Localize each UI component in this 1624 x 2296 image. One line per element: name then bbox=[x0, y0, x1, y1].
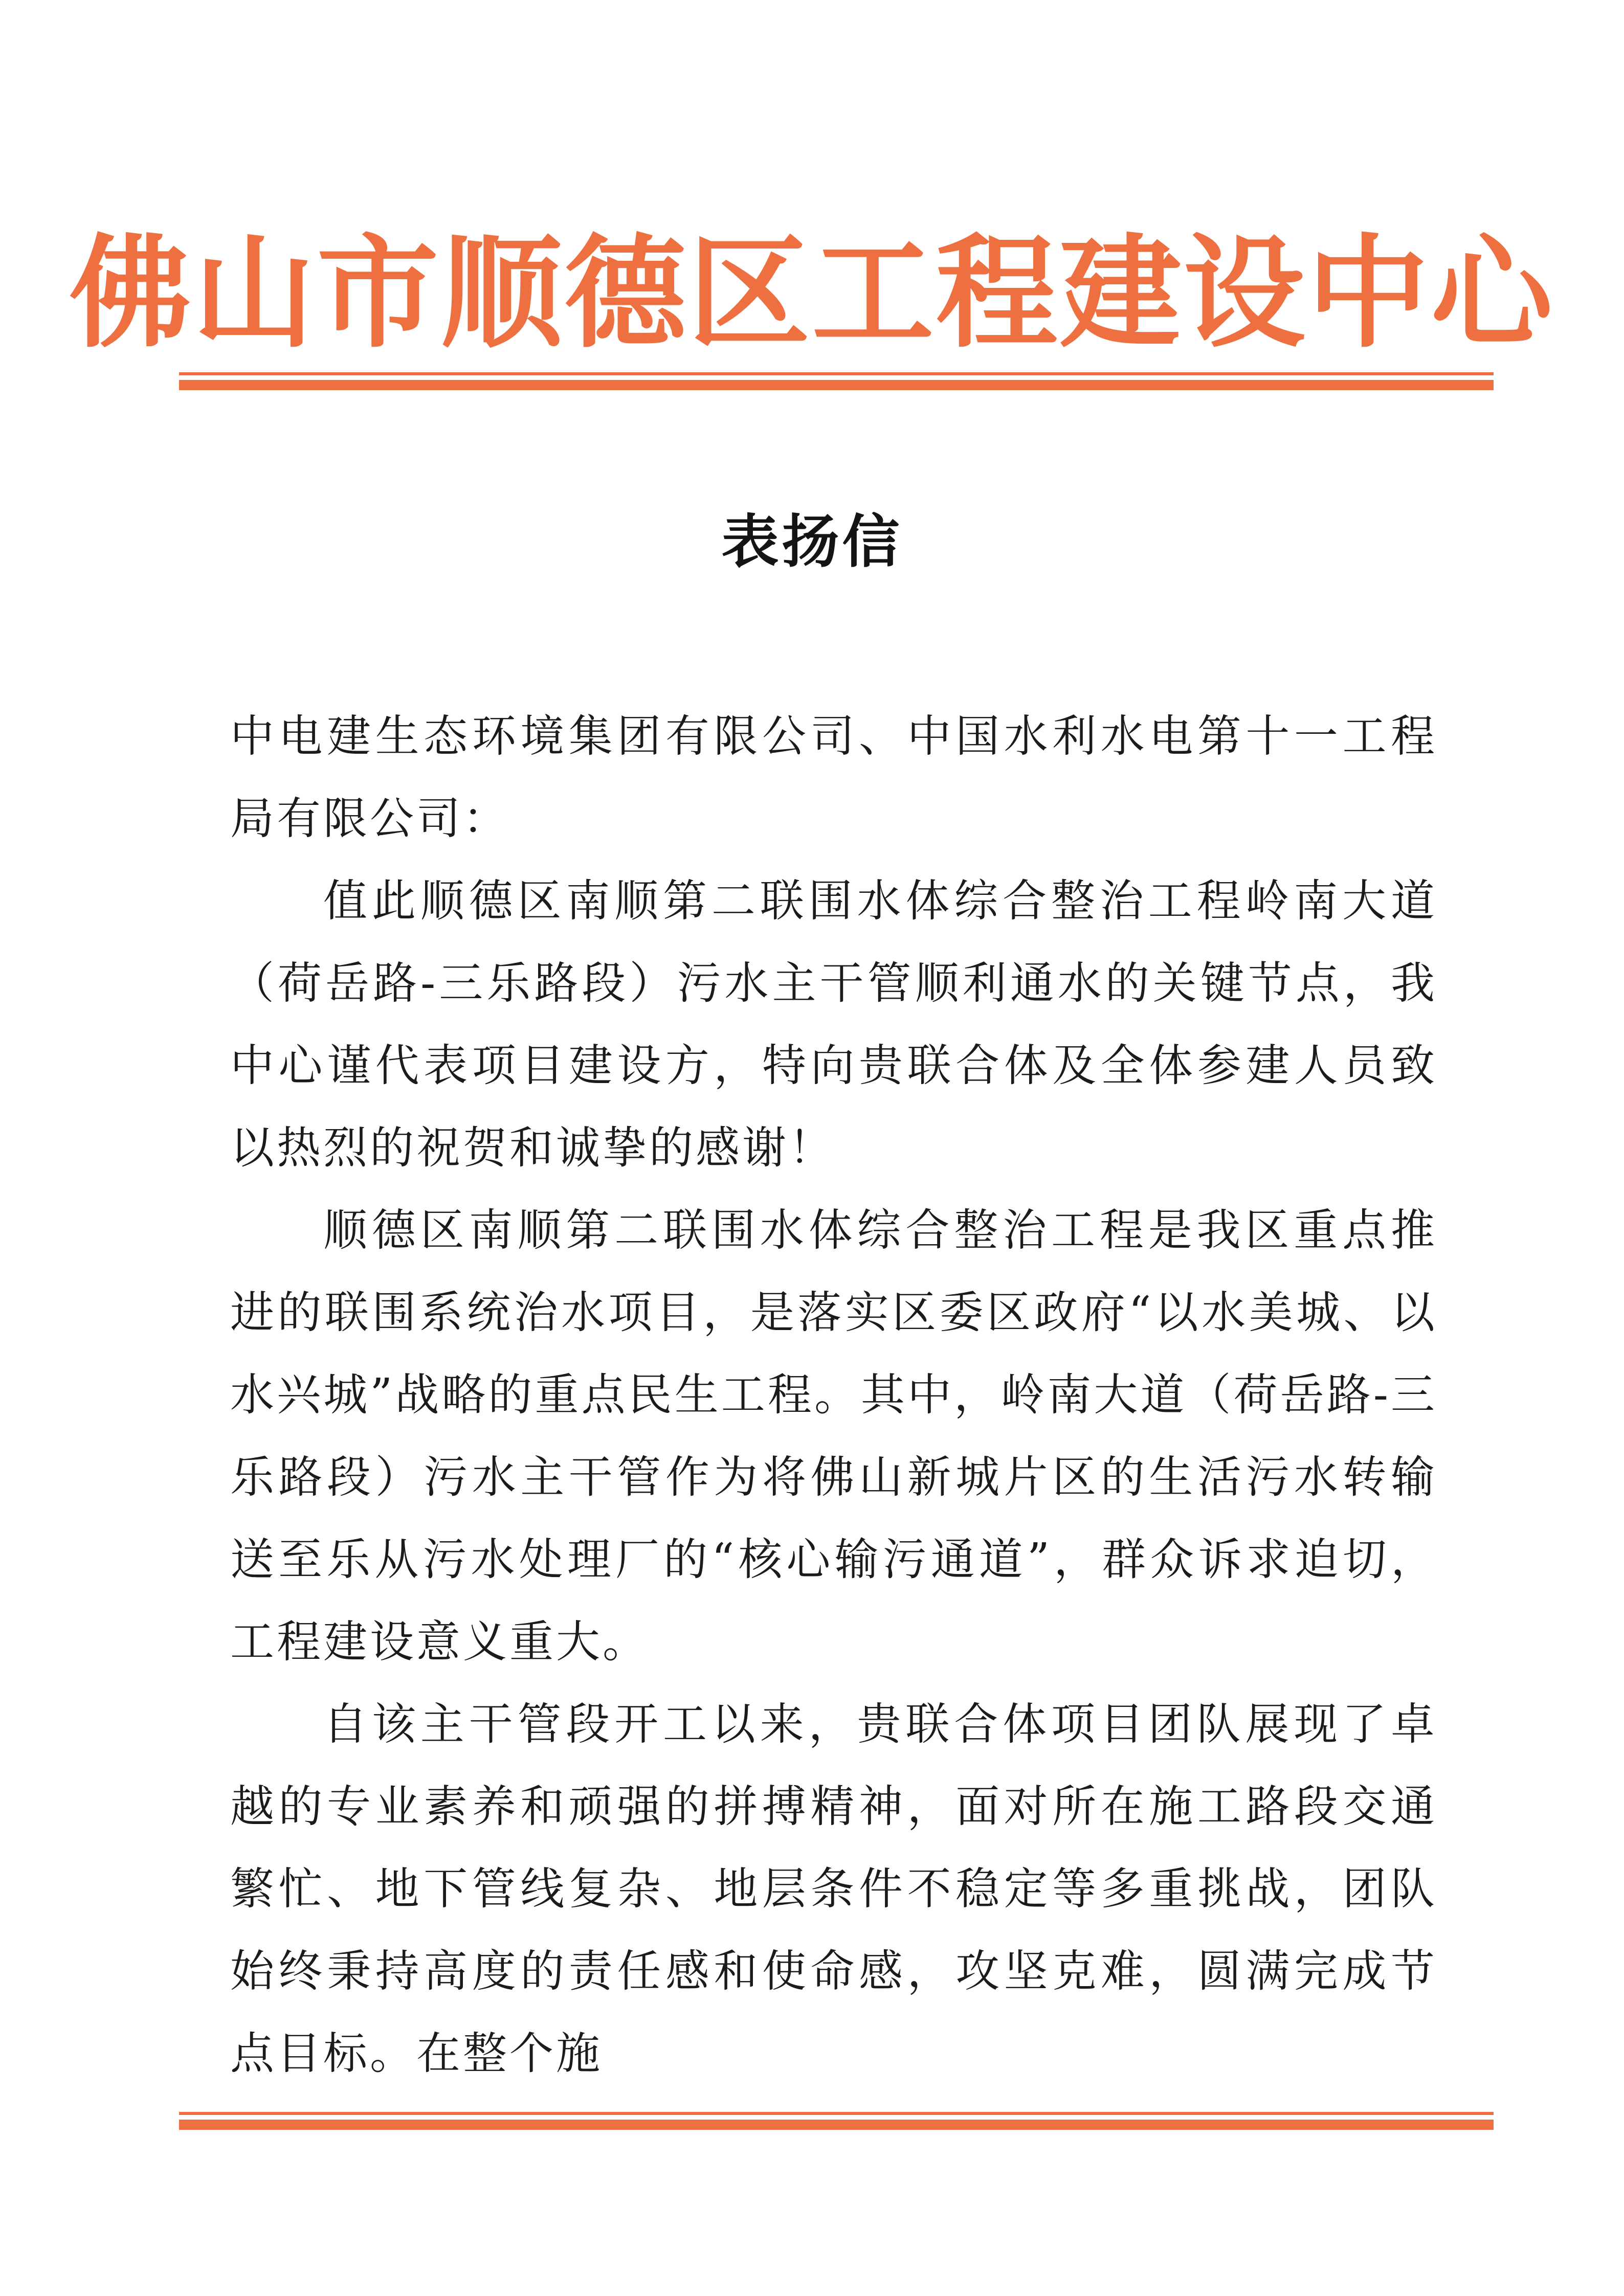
document-title: 表扬信 bbox=[721, 509, 903, 575]
divider-thin-line bbox=[179, 372, 1494, 375]
letterhead-organization: 佛山市顺德区工程建设中心 bbox=[69, 223, 1555, 365]
divider-thin-line bbox=[179, 2112, 1494, 2115]
divider-thick-line bbox=[179, 380, 1494, 390]
letterhead-divider-top bbox=[179, 372, 1494, 390]
salutation: 中电建生态环境集团有限公司、中国水利水电第十一工程局有限公司： bbox=[230, 711, 1437, 844]
paragraph-2: 顺德区南顺第二联围水体综合整治工程是我区重点推进的联围系统治水项目，是落实区委区政府“以水美城、以水兴城”战略的重点民生工程。其中，岭南大道（荷岳路-三乐路段）污水主干管作为将佛山新城片区的生活污水转输送至乐从污水处理厂的“核心输污通道”，群众诉求迫切，工程建设意义重大。 bbox=[230, 1205, 1437, 1668]
paragraph-3: 自该主干管段开工以来，贵联合体项目团队展现了卓越的专业素养和顽强的拼搏精神，面对所在施工路段交通繁忙、地下管线复杂、地层条件不稳定等多重挑战，团队始终秉持高度的责任感和使命感，攻坚克难，圆满完成节点目标。在整个施 bbox=[230, 1699, 1437, 2079]
divider-thick-line bbox=[179, 2120, 1494, 2130]
paragraph-1: 值此顺德区南顺第二联围水体综合整治工程岭南大道（荷岳路-三乐路段）污水主干管顺利通水的关键节点，我中心谨代表项目建设方，特向贵联合体及全体参建人员致以热烈的祝贺和诚挚的感谢！ bbox=[230, 875, 1437, 1174]
letter-body bbox=[230, 695, 1437, 2095]
footer-divider bbox=[179, 2112, 1494, 2130]
